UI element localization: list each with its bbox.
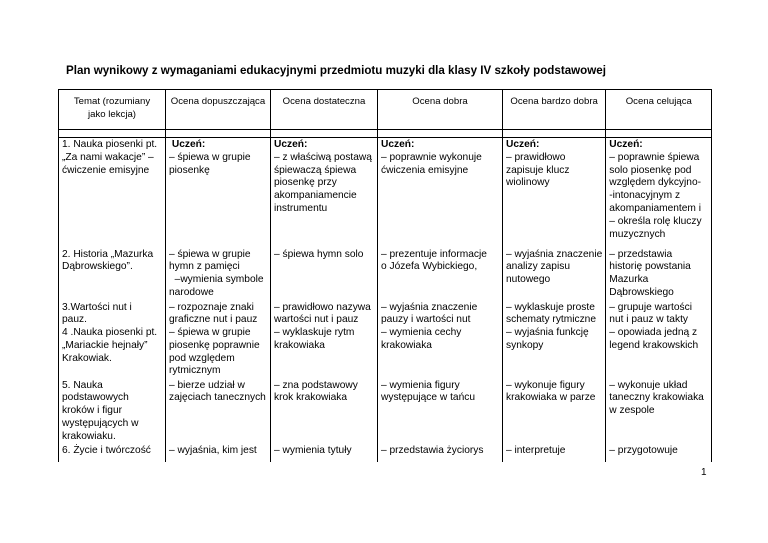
column-header-text: jako lekcja) bbox=[88, 108, 136, 120]
cell-line: – opowiada jedną z bbox=[609, 327, 698, 339]
column-header-text: Ocena bardzo dobra bbox=[510, 96, 598, 107]
cell-line: 3.Wartości nut i bbox=[62, 301, 132, 313]
cell-line: piosenkę przy bbox=[274, 177, 337, 189]
table-row bbox=[59, 302, 712, 380]
cell-line: Dąbrowskiego”. bbox=[62, 261, 133, 273]
page-number: 1 bbox=[701, 467, 707, 478]
table-cell bbox=[166, 249, 271, 302]
table-row bbox=[59, 380, 712, 445]
cell-line: – wyklaskuje rytm bbox=[274, 327, 355, 339]
cell-line: zajęciach tanecznych bbox=[169, 392, 266, 404]
table-cell bbox=[271, 138, 378, 249]
cell-line: narodowe bbox=[169, 286, 214, 298]
cell-line: 4 .Nauka piosenki pt. bbox=[62, 327, 158, 339]
cell-line: – wyjaśnia znaczenie bbox=[381, 301, 478, 313]
cell-line: – wyjaśnia funkcję bbox=[506, 327, 589, 339]
cell-line: „Mariackie hejnały” bbox=[62, 339, 148, 351]
cell-line: analizy zapisu bbox=[506, 261, 570, 273]
cell-line: podstawowych bbox=[62, 392, 129, 404]
table-cell bbox=[378, 138, 503, 249]
column-header-text: Ocena dostateczna bbox=[282, 96, 366, 107]
cell-line: zapisuje klucz bbox=[506, 164, 570, 176]
column-header bbox=[378, 90, 503, 130]
document-title: Plan wynikowy z wymaganiami edukacyjnymi przedmiotu muzyki dla klasy IV szkoły podstawowej bbox=[66, 64, 606, 77]
cell-line: hymn z pamięci bbox=[169, 261, 240, 273]
cell-line: – wymienia cechy bbox=[381, 327, 462, 339]
cell-line: piosenkę bbox=[169, 164, 210, 176]
cell-line: – poprawnie śpiewa bbox=[609, 151, 700, 163]
header-spacer-row bbox=[59, 130, 712, 138]
column-header-text: Ocena dobra bbox=[412, 96, 468, 107]
table-cell bbox=[166, 302, 271, 380]
column-header bbox=[606, 90, 712, 130]
cell-line: – wymienia tytuły bbox=[274, 444, 352, 456]
table-cell bbox=[378, 249, 503, 302]
table-cell bbox=[503, 249, 606, 302]
cell-line: –wymienia symbole bbox=[169, 274, 264, 286]
table-cell bbox=[166, 445, 271, 462]
cell-line: nut i pauz w takty bbox=[609, 314, 688, 326]
cell-line: 6. Życie i twórczość bbox=[62, 444, 151, 456]
cell-line: legend krakowskich bbox=[609, 339, 699, 351]
cell-line: pauz. bbox=[62, 314, 87, 326]
cell-line: wiolinowy bbox=[506, 177, 550, 189]
column-header-text: Ocena dopuszczająca bbox=[170, 96, 266, 107]
cell-line: – prawidłowo bbox=[506, 151, 566, 163]
spacer-cell bbox=[271, 130, 378, 138]
cell-line: Uczeń: bbox=[506, 139, 540, 150]
cell-line: – prawidłowo nazywa bbox=[274, 301, 371, 313]
cell-line: – wyjaśnia, kim jest bbox=[169, 444, 257, 456]
table-cell bbox=[378, 380, 503, 445]
cell-line: – wymienia figury bbox=[381, 379, 460, 391]
cell-line: muzycznych bbox=[609, 228, 666, 240]
cell-line: graficzne nut i pauz bbox=[169, 314, 258, 326]
cell-line: pauzy i wartości nut bbox=[381, 314, 471, 326]
cell-line: 2. Historia „Mazurka bbox=[62, 248, 154, 260]
cell-line: w zespole bbox=[609, 405, 655, 417]
cell-line: – śpiewa w grupie bbox=[169, 151, 251, 163]
cell-line: historię powstania bbox=[609, 261, 691, 273]
cell-line: solo piosenkę pod bbox=[609, 164, 692, 176]
cell-line: – grupuje wartości bbox=[609, 301, 692, 313]
cell-line: – wykonuje układ bbox=[609, 379, 688, 391]
cell-line: ćwiczenia emisyjne bbox=[381, 164, 469, 176]
table-header-row bbox=[59, 90, 712, 130]
table-cell bbox=[378, 445, 503, 462]
requirements-table bbox=[58, 89, 712, 462]
cell-line: występujące w tańcu bbox=[381, 392, 476, 404]
cell-line: – wykonuje figury bbox=[506, 379, 585, 391]
table-row bbox=[59, 249, 712, 302]
table-row bbox=[59, 138, 712, 249]
cell-line: instrumentu bbox=[274, 202, 328, 214]
cell-line: „Za nami wakacje” – bbox=[62, 151, 154, 163]
cell-line: ćwiczenie emisyjne bbox=[62, 164, 150, 176]
table-cell bbox=[271, 249, 378, 302]
cell-line: krakowiaka bbox=[381, 339, 432, 351]
cell-line: rytmicznym bbox=[169, 365, 221, 377]
cell-line: kroków i figur bbox=[62, 405, 123, 417]
table-cell bbox=[59, 445, 166, 462]
cell-line: – określa rolę kluczy bbox=[609, 215, 702, 227]
cell-line: Uczeń: bbox=[169, 139, 206, 150]
column-header bbox=[166, 90, 271, 130]
table-cell bbox=[606, 380, 712, 445]
table-cell bbox=[503, 380, 606, 445]
column-header bbox=[59, 90, 166, 130]
cell-line: 1. Nauka piosenki pt. bbox=[62, 139, 158, 150]
cell-line: 5. Nauka bbox=[62, 379, 103, 391]
cell-line: – wyjaśnia znaczenie bbox=[506, 248, 603, 260]
cell-line: schematy rytmiczne bbox=[506, 314, 597, 326]
cell-line: krakowiaku. bbox=[62, 430, 116, 442]
cell-line: – z właściwą postawą bbox=[274, 151, 372, 163]
cell-line: Dąbrowskiego bbox=[609, 286, 674, 298]
column-header bbox=[503, 90, 606, 130]
column-header-text: Temat (rozumiany bbox=[73, 96, 151, 107]
cell-line: – śpiewa hymn solo bbox=[274, 248, 364, 260]
cell-line: piosenkę poprawnie bbox=[169, 339, 260, 351]
cell-line: – wyklaskuje proste bbox=[506, 301, 595, 313]
cell-line: – bierze udział w bbox=[169, 379, 245, 391]
table-cell bbox=[271, 380, 378, 445]
table-cell bbox=[606, 138, 712, 249]
table-cell bbox=[59, 380, 166, 445]
spacer-cell bbox=[378, 130, 503, 138]
table-cell bbox=[59, 302, 166, 380]
table-cell bbox=[271, 302, 378, 380]
cell-line: pod względem bbox=[169, 352, 235, 364]
cell-line: Uczeń: bbox=[274, 139, 308, 150]
cell-line: o Józefa Wybickiego, bbox=[381, 261, 478, 273]
spacer-cell bbox=[59, 130, 166, 138]
cell-line: akompaniamencie bbox=[274, 190, 357, 202]
cell-line: akompaniamentem i bbox=[609, 202, 702, 214]
cell-line: krok krakowiaka bbox=[274, 392, 348, 404]
cell-line: nutowego bbox=[506, 274, 551, 286]
cell-line: – śpiewa w grupie bbox=[169, 248, 251, 260]
table-cell bbox=[271, 445, 378, 462]
cell-line: – prezentuje informacje bbox=[381, 248, 487, 260]
cell-line: – przedstawia bbox=[609, 248, 673, 260]
cell-line: krakowiaka w parze bbox=[506, 392, 596, 404]
cell-line: – interpretuje bbox=[506, 444, 566, 456]
cell-line: Mazurka bbox=[609, 274, 649, 286]
table-row bbox=[59, 445, 712, 462]
cell-line: Uczeń: bbox=[609, 139, 643, 150]
column-header-text: Ocena celująca bbox=[625, 96, 692, 107]
column-header bbox=[271, 90, 378, 130]
table-cell bbox=[606, 445, 712, 462]
cell-line: – zna podstawowy bbox=[274, 379, 358, 391]
cell-line: Uczeń: bbox=[381, 139, 415, 150]
table-cell bbox=[503, 138, 606, 249]
spacer-cell bbox=[166, 130, 271, 138]
table-cell bbox=[166, 380, 271, 445]
spacer-cell bbox=[606, 130, 712, 138]
table-cell bbox=[503, 302, 606, 380]
spacer-cell bbox=[503, 130, 606, 138]
table-cell bbox=[378, 302, 503, 380]
table-cell bbox=[503, 445, 606, 462]
cell-line: występujących w bbox=[62, 417, 139, 429]
cell-line: wartości nut i pauz bbox=[274, 314, 359, 326]
cell-line: – przedstawia życiorys bbox=[381, 444, 484, 456]
cell-line: – poprawnie wykonuje bbox=[381, 151, 482, 163]
table-cell bbox=[59, 249, 166, 302]
table-cell bbox=[606, 249, 712, 302]
cell-line: – śpiewa w grupie bbox=[169, 327, 251, 339]
cell-line: taneczny krakowiaka bbox=[609, 392, 704, 404]
cell-line: Krakowiak. bbox=[62, 352, 112, 364]
table-cell bbox=[606, 302, 712, 380]
cell-line: – przygotowuje bbox=[609, 444, 678, 456]
cell-line: -intonacyjnym z bbox=[609, 190, 681, 202]
cell-line: względem dykcyjno- bbox=[609, 177, 702, 189]
cell-line: synkopy bbox=[506, 339, 544, 351]
cell-line: krakowiaka bbox=[274, 339, 325, 351]
cell-line: – rozpoznaje znaki bbox=[169, 301, 254, 313]
table-cell bbox=[59, 138, 166, 249]
cell-line: śpiewaczą śpiewa bbox=[274, 164, 357, 176]
table-cell bbox=[166, 138, 271, 249]
